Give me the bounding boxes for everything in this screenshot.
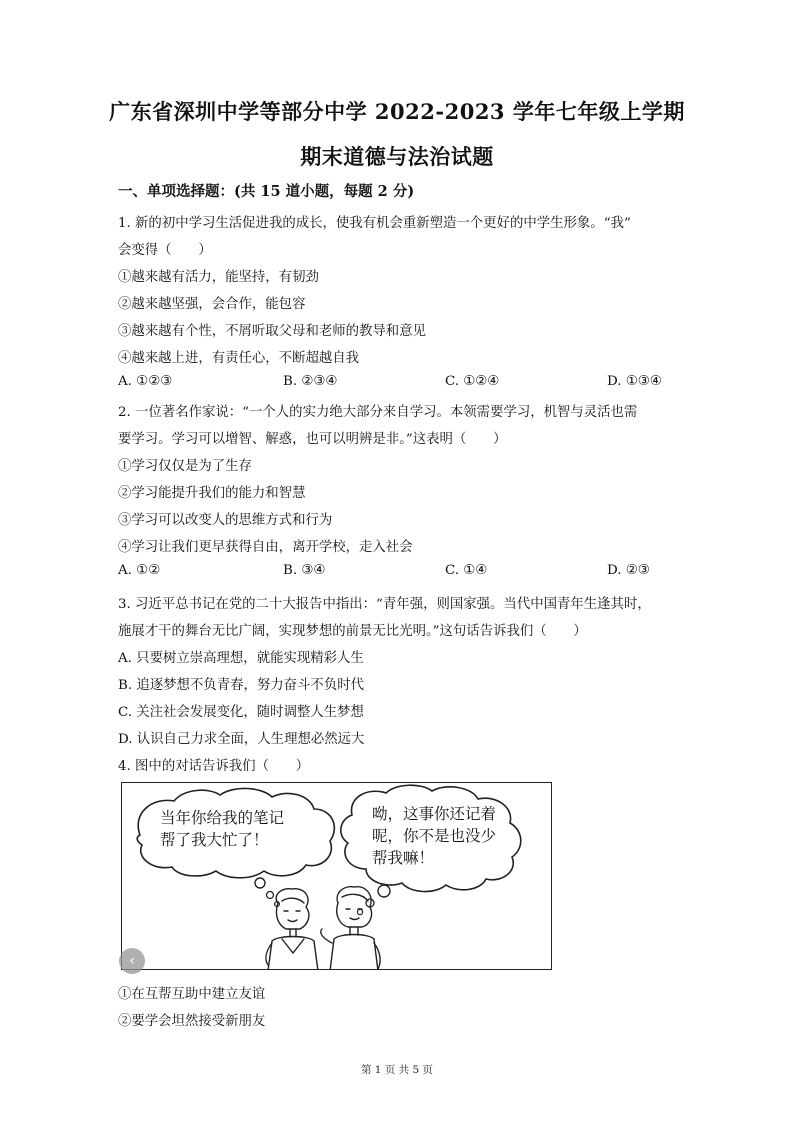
q3-option-c: C. 关注社会发展变化，随时调整人生梦想	[118, 705, 364, 720]
q1-statement-2: ②越来越坚强，会合作，能包容	[118, 297, 306, 312]
q2-statement-4: ④学习让我们更早获得自由，离开学校，走入社会	[118, 540, 413, 555]
right-bubble-line-2: 呢，你不是也没少	[372, 827, 497, 845]
q2-option-d: D. ②③	[607, 563, 650, 578]
right-bubble-line-1: 呦，这事你还记着	[372, 805, 497, 823]
q3-stem-line-2: 施展才干的舞台无比广阔，实现梦想的前景无比光明。”这句话告诉我们（ ）	[118, 624, 587, 639]
q2-stem-line-1: 2. 一位著名作家说：“一个人的实力绝大部分来自学习。本领需要学习，机智与灵活也需	[118, 405, 638, 420]
page-footer: 第 1 页 共 5 页	[360, 1064, 434, 1076]
right-bubble-line-3: 帮我嘛！	[372, 849, 435, 867]
q2-option-a: A. ①②	[118, 563, 161, 578]
left-thought-dot-1	[255, 878, 265, 888]
q1-statement-3: ③越来越有个性，不屑听取父母和老师的教导和意见	[118, 324, 426, 339]
q3-option-a: A. 只要树立崇高理想，就能实现精彩人生	[118, 651, 364, 666]
q4-statement-1: ①在互帮互助中建立友谊	[118, 987, 266, 1002]
q2-option-c: C. ①④	[445, 563, 488, 578]
q4-statement-2: ②要学会坦然接受新朋友	[118, 1014, 266, 1029]
title-line-2: 期末道德与法治试题	[300, 144, 494, 169]
q1-option-c: C. ①②④	[445, 374, 500, 389]
q1-stem-line-1: 1. 新的初中学习生活促进我的成长，使我有机会重新塑造一个更好的中学生形象。“我”	[118, 216, 631, 231]
left-bubble-line-1: 当年你给我的笔记	[160, 809, 285, 827]
q1-stem-line-2: 会变得（ ）	[118, 243, 212, 258]
q1-statement-1: ①越来越有活力，能坚持，有韧劲	[118, 270, 319, 285]
q2-stem-line-2: 要学习。学习可以增智、解惑，也可以明辨是非。”这表明（ ）	[118, 432, 507, 447]
boy-figure	[321, 887, 380, 970]
q2-statement-1: ①学习仅仅是为了生存	[118, 459, 252, 474]
q1-option-b: B. ②③④	[283, 374, 338, 389]
title-line-1: 广东省深圳中学等部分中学 2022-2023 学年七年级上学期	[109, 99, 685, 124]
q1-statement-4: ④越来越上进，有责任心，不断超越自我	[118, 351, 360, 366]
q3-stem-line-1: 3. 习近平总书记在党的二十大报告中指出：“青年强，则国家强。当代中国青年生逢其时，	[118, 597, 651, 612]
q2-option-b: B. ③④	[283, 563, 326, 578]
q3-option-d: D. 认识自己力求全面，人生理想必然远大	[118, 732, 365, 747]
right-thought-dot-1	[378, 885, 390, 897]
q3-option-b: B. 追逐梦想不负青春，努力奋斗不负时代	[118, 678, 364, 693]
left-thought-dot-2	[267, 892, 274, 899]
section-heading: 一、单项选择题：(共 15 道小题，每题 2 分)	[118, 183, 415, 200]
q1-option-a: A. ①②③	[118, 374, 173, 389]
q2-statement-3: ③学习可以改变人的思维方式和行为	[118, 513, 333, 528]
q4-stem: 4. 图中的对话告诉我们（ ）	[118, 759, 310, 774]
previous-page-button[interactable]: ‹	[119, 948, 145, 974]
comic-illustration	[121, 782, 552, 970]
girl-figure	[266, 889, 318, 970]
q2-statement-2: ②学习能提升我们的能力和智慧	[118, 486, 306, 501]
right-thought-dot-3	[357, 909, 362, 914]
q1-option-d: D. ①③④	[607, 374, 662, 389]
left-bubble-line-2: 帮了我大忙了！	[160, 831, 269, 849]
